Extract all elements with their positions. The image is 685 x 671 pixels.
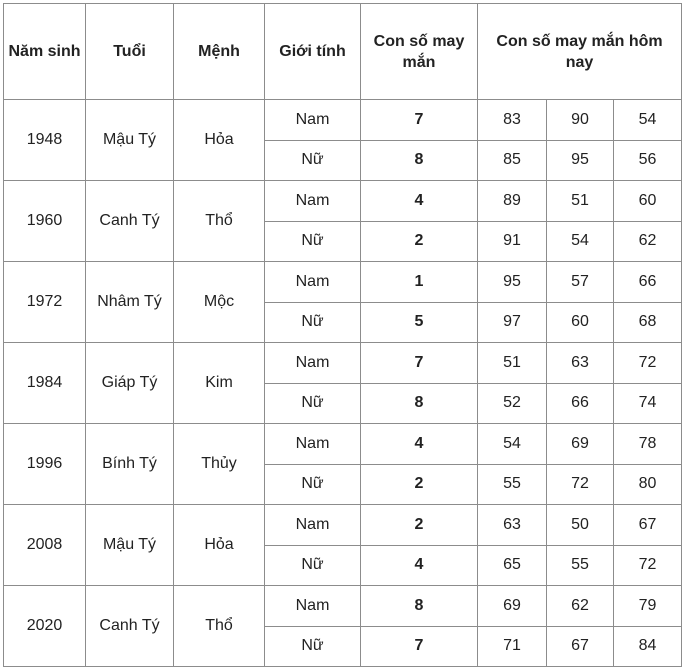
- cell-gender: Nữ: [265, 302, 361, 343]
- cell-age: Canh Tý: [86, 181, 174, 262]
- cell-gender: Nữ: [265, 221, 361, 262]
- cell-year: 2008: [4, 505, 86, 586]
- cell-lucky-today: 54: [547, 221, 614, 262]
- cell-gender: Nữ: [265, 464, 361, 505]
- cell-age: Giáp Tý: [86, 343, 174, 424]
- cell-element: Hỏa: [174, 100, 265, 181]
- header-lucky-today: Con số may mắn hôm nay: [478, 4, 682, 100]
- cell-year: 2020: [4, 586, 86, 667]
- cell-lucky-today: 79: [614, 586, 682, 627]
- cell-age: Canh Tý: [86, 586, 174, 667]
- cell-lucky-number: 4: [361, 424, 478, 465]
- cell-gender: Nữ: [265, 545, 361, 586]
- cell-gender: Nam: [265, 505, 361, 546]
- cell-gender: Nam: [265, 586, 361, 627]
- cell-lucky-today: 67: [547, 626, 614, 667]
- header-age: Tuổi: [86, 4, 174, 100]
- cell-year: 1960: [4, 181, 86, 262]
- cell-gender: Nam: [265, 262, 361, 303]
- cell-lucky-today: 69: [547, 424, 614, 465]
- cell-age: Mậu Tý: [86, 505, 174, 586]
- cell-lucky-today: 60: [614, 181, 682, 222]
- cell-year: 1996: [4, 424, 86, 505]
- cell-lucky-today: 72: [614, 343, 682, 384]
- cell-element: Kim: [174, 343, 265, 424]
- cell-gender: Nam: [265, 343, 361, 384]
- cell-element: Thổ: [174, 181, 265, 262]
- header-gender: Giới tính: [265, 4, 361, 100]
- cell-element: Mộc: [174, 262, 265, 343]
- cell-lucky-today: 66: [547, 383, 614, 424]
- cell-lucky-today: 52: [478, 383, 547, 424]
- cell-age: Nhâm Tý: [86, 262, 174, 343]
- cell-lucky-number: 7: [361, 626, 478, 667]
- cell-age: Mậu Tý: [86, 100, 174, 181]
- cell-lucky-today: 72: [614, 545, 682, 586]
- cell-lucky-today: 84: [614, 626, 682, 667]
- cell-lucky-today: 54: [478, 424, 547, 465]
- cell-lucky-today: 80: [614, 464, 682, 505]
- cell-lucky-today: 56: [614, 140, 682, 181]
- cell-year: 1948: [4, 100, 86, 181]
- table-row: [4, 181, 682, 222]
- header-element: Mệnh: [174, 4, 265, 100]
- cell-year: 1984: [4, 343, 86, 424]
- header-year: Năm sinh: [4, 4, 86, 100]
- cell-lucky-number: 8: [361, 383, 478, 424]
- cell-gender: Nữ: [265, 626, 361, 667]
- cell-lucky-today: 95: [478, 262, 547, 303]
- cell-lucky-number: 2: [361, 221, 478, 262]
- cell-element: Thủy: [174, 424, 265, 505]
- cell-lucky-today: 65: [478, 545, 547, 586]
- cell-lucky-number: 8: [361, 586, 478, 627]
- cell-lucky-number: 4: [361, 545, 478, 586]
- cell-lucky-today: 89: [478, 181, 547, 222]
- cell-lucky-today: 72: [547, 464, 614, 505]
- cell-lucky-number: 1: [361, 262, 478, 303]
- cell-lucky-today: 78: [614, 424, 682, 465]
- cell-lucky-today: 54: [614, 100, 682, 141]
- cell-lucky-number: 7: [361, 343, 478, 384]
- table-row: [4, 100, 682, 141]
- cell-gender: Nam: [265, 181, 361, 222]
- cell-lucky-today: 85: [478, 140, 547, 181]
- cell-lucky-today: 62: [614, 221, 682, 262]
- cell-lucky-today: 74: [614, 383, 682, 424]
- cell-lucky-today: 66: [614, 262, 682, 303]
- cell-lucky-today: 83: [478, 100, 547, 141]
- lucky-number-table: [3, 3, 682, 667]
- cell-lucky-today: 63: [547, 343, 614, 384]
- cell-gender: Nữ: [265, 140, 361, 181]
- table-row: [4, 505, 682, 546]
- cell-lucky-today: 51: [547, 181, 614, 222]
- cell-lucky-today: 63: [478, 505, 547, 546]
- cell-lucky-today: 62: [547, 586, 614, 627]
- cell-lucky-number: 4: [361, 181, 478, 222]
- cell-element: Hỏa: [174, 505, 265, 586]
- cell-lucky-today: 51: [478, 343, 547, 384]
- table-row: [4, 586, 682, 627]
- cell-lucky-today: 71: [478, 626, 547, 667]
- cell-lucky-number: 2: [361, 464, 478, 505]
- header-lucky-number: Con số may mắn: [361, 4, 478, 100]
- cell-lucky-today: 55: [547, 545, 614, 586]
- cell-lucky-number: 7: [361, 100, 478, 141]
- cell-lucky-number: 5: [361, 302, 478, 343]
- cell-lucky-today: 97: [478, 302, 547, 343]
- cell-lucky-number: 8: [361, 140, 478, 181]
- cell-lucky-today: 67: [614, 505, 682, 546]
- cell-gender: Nam: [265, 424, 361, 465]
- table-row: [4, 424, 682, 465]
- cell-gender: Nữ: [265, 383, 361, 424]
- cell-lucky-today: 60: [547, 302, 614, 343]
- cell-year: 1972: [4, 262, 86, 343]
- cell-lucky-today: 55: [478, 464, 547, 505]
- cell-element: Thổ: [174, 586, 265, 667]
- cell-lucky-today: 69: [478, 586, 547, 627]
- cell-lucky-number: 2: [361, 505, 478, 546]
- cell-lucky-today: 50: [547, 505, 614, 546]
- cell-lucky-today: 95: [547, 140, 614, 181]
- table-row: [4, 343, 682, 384]
- cell-lucky-today: 90: [547, 100, 614, 141]
- cell-lucky-today: 91: [478, 221, 547, 262]
- cell-gender: Nam: [265, 100, 361, 141]
- cell-age: Bính Tý: [86, 424, 174, 505]
- header-row: [4, 4, 682, 100]
- cell-lucky-today: 68: [614, 302, 682, 343]
- table-row: [4, 262, 682, 303]
- cell-lucky-today: 57: [547, 262, 614, 303]
